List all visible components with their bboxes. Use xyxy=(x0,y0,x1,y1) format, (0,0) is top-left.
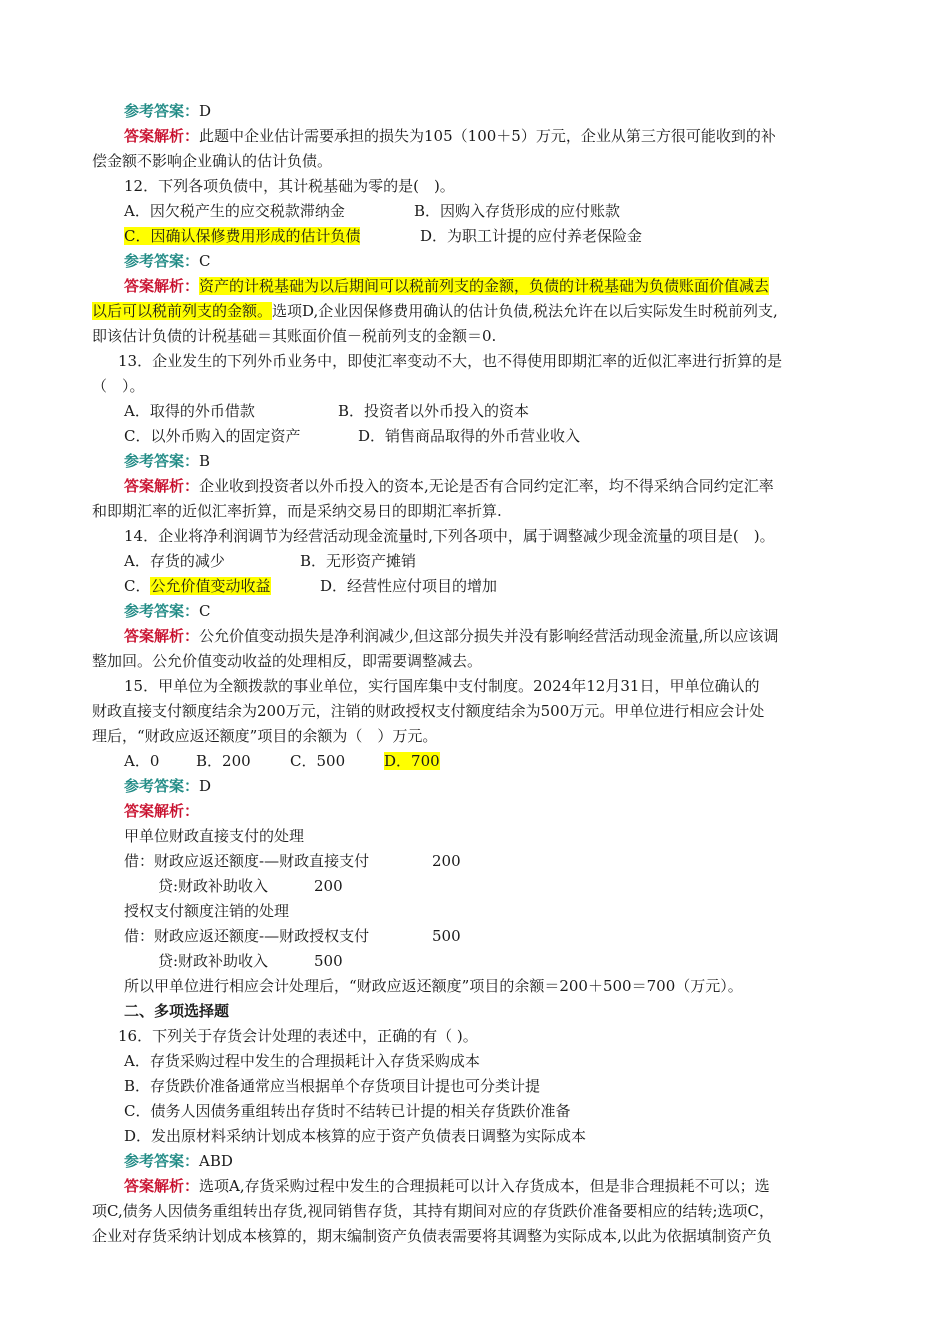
q12-stem: 12．下列各项负债中，其计税基础为零的是( )。 xyxy=(124,177,455,195)
explain-label: 答案解析： xyxy=(124,127,200,145)
q14-explain-cont: 整加回。公允价值变动收益的处理相反，即需要调整减去。 xyxy=(92,652,483,670)
q13-explain-line xyxy=(124,476,774,496)
q13-stem-cont: （ ）。 xyxy=(92,377,145,395)
q12-explain-line xyxy=(124,276,769,296)
q14-options-ab xyxy=(124,551,416,571)
q15-entry-credit-1-amount: 200 xyxy=(314,877,343,895)
answer-label: 参考答案： xyxy=(124,1152,200,1170)
q16-option-a: A．存货采购过程中发生的合理损耗计入存货采购成本 xyxy=(124,1052,480,1070)
section-heading: 二、多项选择题 xyxy=(124,1002,230,1020)
q14-option-b: B．无形资产摊销 xyxy=(300,552,417,570)
q12-explain-cont-2: 即该估计负债的计税基础＝其账面价值－税前列支的金额＝0. xyxy=(92,327,497,345)
q15-stem: 15．甲单位为全额拨款的事业单位，实行国库集中支付制度。2024年12月31日，甲单位确认的 xyxy=(124,677,760,695)
explain-label: 答案解析： xyxy=(124,802,200,820)
q13-option-b: B．投资者以外币投入的资本 xyxy=(338,402,530,420)
q15-explain-3 xyxy=(158,876,343,896)
q14-answer-line xyxy=(124,601,211,621)
q14-option-d: D．经营性应付项目的增加 xyxy=(320,577,498,595)
answer-label: 参考答案： xyxy=(124,452,200,470)
q14-explain-text: 公允价值变动损失是净利润减少,但这部分损失并没有影响经营活动现金流量,所以应该调 xyxy=(199,627,779,645)
q16-answer: ABD xyxy=(199,1152,233,1170)
q11-answer: D xyxy=(199,102,212,120)
explain-label: 答案解析： xyxy=(124,627,200,645)
q16-option-c: C．债务人因债务重组转出存货时不结转已计提的相关存货跌价准备 xyxy=(124,1102,571,1120)
q14-option-a: A．存货的减少 xyxy=(124,552,225,570)
q13-explain-text: 企业收到投资者以外币投入的资本,无论是否有合同约定汇率，均不得采纳合同约定汇率 xyxy=(199,477,774,495)
q12-answer-line xyxy=(124,251,211,271)
q16-explain-cont-2: 企业对存货采纳计划成本核算的，期末编制资产负债表需要将其调整为实际成本,以此为依据填制资产负 xyxy=(92,1227,772,1245)
q16-explain-cont: 项C,债务人因债务重组转出存货,视同销售存货，其持有期间对应的存货跌价准备要相应的结转;选项C， xyxy=(92,1202,775,1220)
q15-option-c: C．500 xyxy=(290,752,346,770)
q15-entry-credit-2: 贷:财政补助收入 xyxy=(158,952,269,970)
q16-option-d: D．发出原材料采纳计划成本核算的应于资产负债表日调整为实际成本 xyxy=(124,1127,587,1145)
q12-explain-text: 选项D,企业因保修费用确认的估计负债,税法允许在以后实际发生时税前列支, xyxy=(272,302,778,320)
q15-explain-4: 授权支付额度注销的处理 xyxy=(124,902,290,920)
q16-explain-text: 选项A,存货采购过程中发生的合理损耗可以计入存货成本，但是非合理损耗不可以；选 xyxy=(199,1177,770,1195)
q15-stem-cont-2: 理后，“财政应返还额度”项目的余额为（ ）万元。 xyxy=(92,727,438,745)
q13-option-a: A．取得的外币借款 xyxy=(124,402,255,420)
q15-explain-5 xyxy=(124,926,461,946)
q15-entry-debit-1-amount: 200 xyxy=(432,852,461,870)
q15-option-d: D．700 xyxy=(384,752,440,770)
explain-label: 答案解析： xyxy=(124,1177,200,1195)
q16-answer-line xyxy=(124,1151,233,1171)
q15-entry-debit-1: 借：财政应返还额度-—财政直接支付 xyxy=(124,852,370,870)
q12-options-cd xyxy=(124,226,642,246)
q15-entry-credit-2-amount: 500 xyxy=(314,952,343,970)
q16-option-b: B．存货跌价准备通常应当根据单个存货项目计提也可分类计提 xyxy=(124,1077,541,1095)
q13-option-c: C．以外币购入的固定资产 xyxy=(124,427,301,445)
q12-option-c: C．因确认保修费用形成的估计负债 xyxy=(124,227,361,245)
q15-answer-line xyxy=(124,776,211,796)
q15-explain-line xyxy=(124,801,199,821)
q13-answer-line xyxy=(124,451,210,471)
q15-entry-credit-1: 贷:财政补助收入 xyxy=(158,877,269,895)
q13-option-d: D．销售商品取得的外币营业收入 xyxy=(358,427,581,445)
q15-explain-1: 甲单位财政直接支付的处理 xyxy=(124,827,305,845)
q14-explain-line xyxy=(124,626,779,646)
q16-stem: 16．下列关于存货会计处理的表述中，正确的有（ )。 xyxy=(118,1027,478,1045)
q12-option-b: B．因购入存货形成的应付账款 xyxy=(414,202,621,220)
q12-option-d: D．为职工计提的应付养老保险金 xyxy=(420,227,643,245)
q15-options xyxy=(124,751,440,771)
q15-stem-cont: 财政直接支付额度结余为200万元，注销的财政授权支付额度结余为500万元。甲单位进行相应会计处 xyxy=(92,702,765,720)
q15-explain-2 xyxy=(124,851,461,871)
q14-options-cd xyxy=(124,576,497,596)
q11-explain-text: 此题中企业估计需要承担的损失为105（100＋5）万元，企业从第三方很可能收到的补 xyxy=(199,127,776,145)
q12-options-ab xyxy=(124,201,620,221)
q15-explain-7: 所以甲单位进行相应会计处理后，“财政应返还额度”项目的余额＝200＋500＝700（万元）。 xyxy=(124,977,743,995)
q12-explain-highlight: 资产的计税基础为以后期间可以税前列支的金额，负债的计税基础为负债账面价值减去 xyxy=(199,277,770,295)
q11-explain-cont: 偿金额不影响企业确认的估计负债。 xyxy=(92,152,333,170)
q12-explain-cont xyxy=(92,301,778,321)
q15-option-b: B．200 xyxy=(196,752,251,770)
q13-options-ab xyxy=(124,401,529,421)
q13-options-cd xyxy=(124,426,580,446)
q12-option-a: A．因欠税产生的应交税款滞纳金 xyxy=(124,202,345,220)
answer-label: 参考答案： xyxy=(124,777,200,795)
q12-explain-highlight-2: 以后可以税前列支的金额。 xyxy=(92,302,273,320)
explain-label: 答案解析： xyxy=(124,477,200,495)
q14-option-c: 公允价值变动收益 xyxy=(150,577,271,595)
q16-explain-line xyxy=(124,1176,770,1196)
q14-option-c-prefix: C． xyxy=(124,577,151,595)
answer-label: 参考答案： xyxy=(124,602,200,620)
q15-entry-debit-2-amount: 500 xyxy=(432,927,461,945)
q15-explain-6 xyxy=(158,951,343,971)
answer-label: 参考答案： xyxy=(124,252,200,270)
q15-answer: D xyxy=(199,777,212,795)
q14-stem: 14．企业将净利润调节为经营活动现金流量时,下列各项中，属于调整减少现金流量的项目是( )。 xyxy=(124,527,775,545)
q11-explain-line xyxy=(124,126,776,146)
q13-stem: 13．企业发生的下列外币业务中，即使汇率变动不大，也不得使用即期汇率的近似汇率进行折算的是 xyxy=(118,352,783,370)
q12-answer: C xyxy=(199,252,211,270)
q13-explain-cont: 和即期汇率的近似汇率折算，而是采纳交易日的即期汇率折算. xyxy=(92,502,502,520)
q15-entry-debit-2: 借：财政应返还额度-—财政授权支付 xyxy=(124,927,370,945)
explain-label: 答案解析： xyxy=(124,277,200,295)
q14-answer: C xyxy=(199,602,211,620)
q13-answer: B xyxy=(199,452,211,470)
q15-option-a: A．0 xyxy=(124,752,160,770)
answer-label: 参考答案： xyxy=(124,102,200,120)
q11-answer-line xyxy=(124,101,211,121)
